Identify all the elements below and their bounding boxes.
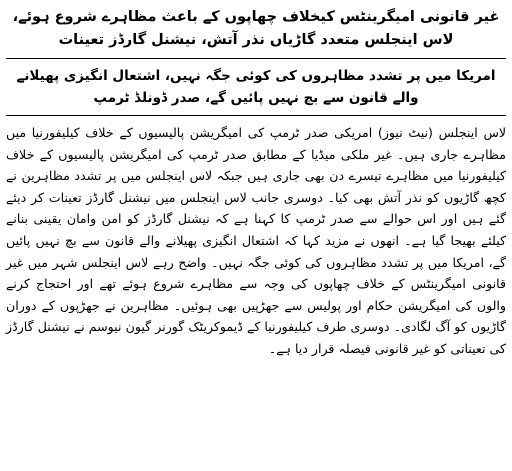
headline: غیر قانونی امیگرینٹس کیخلاف چھاپوں کے باعث مظاہرے شروع ہوئے، لاس اینجلس متعدد گاڑیاں نذر آتش، نیشنل گارڈز تعینات — [12, 9, 500, 48]
divider-rule — [6, 58, 506, 59]
divider-rule — [6, 115, 506, 116]
subheadline: امریکا میں پر تشدد مظاہروں کی کوئی جگہ نہیں، اشتعال انگیزی پھیلانے والے قانون سے بچ نہیں پائیں گے، صدر ڈونلڈ ٹرمپ — [16, 68, 496, 106]
article-body: لاس اینجلس (نیٹ نیوز) امریکی صدر ٹرمپ کی امیگریشن پالیسیوں کے خلاف کیلیفورنیا میں مظاہرے جاری ہیں۔ غیر ملکی میڈیا کے مطابق صدر ٹرمپ کی امیگریشن پالیسیوں کے خلاف کیلیفورنیا میں مظاہرے تیسرے دن بھی جاری ہیں جبکہ لاس اینجلس میں پر تشدد مظاہرین نے کچھ گاڑیوں کو نذر آتش بھی کیا۔ دوسری جانب لاس اینجلس میں نیشنل گارڈز تعینات کر دیئے گئے ہیں اور اس حوالے سے صدر ٹرمپ کا کہنا ہے کہ نیشنل گارڈز کو امن وامان یقینی بنانے کیلئے بھیجا گیا ہے۔ انھوں نے مزید کہا کہ اشتعال انگیزی پھیلانے والے قانون سے بچ نہیں پائیں گے، امریکا میں پر تشدد مظاہروں کی کوئی جگہ نہیں۔ واضح رہے لاس اینجلس شہر میں غیر قانونی امیگرینٹس کے خلاف چھاپوں کی وجہ سے مظاہرے شروع ہوئے تھے اور احتجاج کرنے والوں کی امیگریشن حکام اور پولیس سے جھڑپیں بھی ہوئیں۔ مظاہرین نے جھڑپوں کے دوران گاڑیوں کو آگ لگادی۔ دوسری طرف کیلیفورنیا کے ڈیموکریٹک گورنر گیون نیوسم نے نیشنل گارڈز کی تعیناتی کو غیر قانونی فیصلہ قرار دیا ہے۔ — [6, 125, 506, 356]
